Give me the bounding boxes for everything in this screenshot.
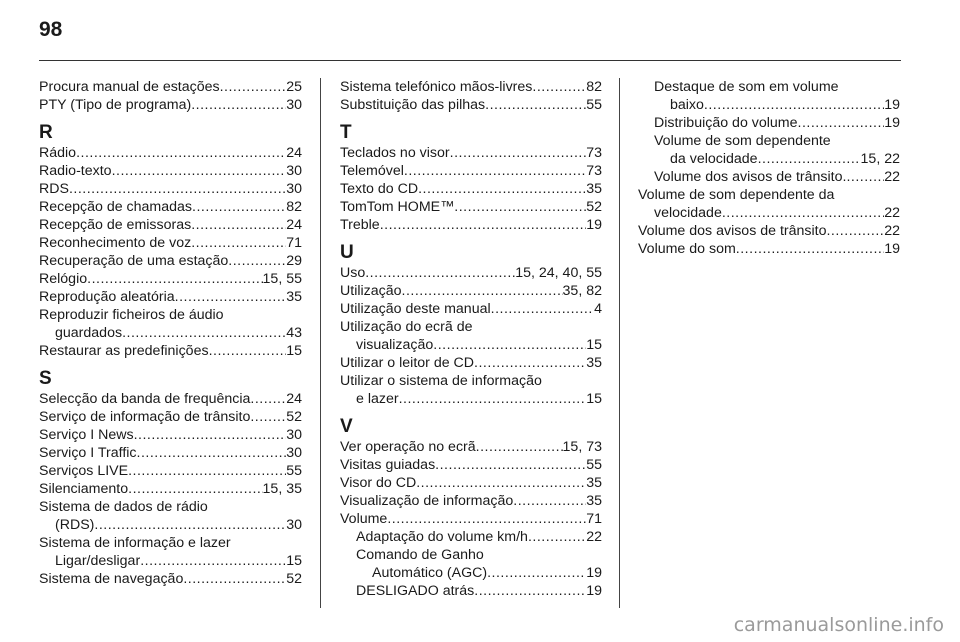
index-entry-label: velocidade (654, 205, 722, 221)
index-entry-label: Serviço de informação de trânsito (39, 409, 251, 425)
dot-leader (418, 180, 586, 198)
index-entry-row (340, 492, 602, 510)
dot-leader (191, 234, 286, 252)
dot-leader (191, 96, 286, 114)
index-entry-row (39, 462, 302, 480)
index-entry (39, 96, 302, 114)
dot-leader (128, 462, 286, 480)
dot-leader (736, 240, 884, 258)
index-entry-first-line: Sistema de dados de rádio (39, 499, 208, 515)
dot-leader (722, 204, 884, 222)
index-page-reference: 35 (586, 355, 602, 371)
index-entry-row (39, 198, 302, 216)
index-entry-row (340, 282, 602, 300)
index-entry (340, 372, 602, 408)
dot-leader (435, 456, 586, 474)
index-page-reference: 22 (884, 169, 900, 185)
index-entry-row (654, 96, 900, 114)
index-page-reference: 19 (586, 583, 602, 599)
index-entry-first-line: Volume de som dependente (654, 133, 831, 149)
dot-leader (122, 324, 286, 342)
index-entry-label: Serviço I Traffic (39, 445, 137, 461)
index-entry-row (39, 288, 302, 306)
index-entry-label: PTY (Tipo de programa) (39, 97, 192, 113)
index-entry-label: Adaptação do volume km/h (356, 529, 528, 545)
index-entry (340, 144, 602, 162)
index-entry (39, 180, 302, 198)
index-entry (340, 438, 602, 456)
index-entry-row (340, 438, 602, 456)
dot-leader (704, 96, 884, 114)
index-entry (340, 300, 602, 318)
index-entry (39, 252, 302, 270)
index-entry (39, 570, 302, 588)
index-section-letter: S (39, 368, 52, 389)
index-entry-row (39, 444, 302, 462)
index-page-reference: 30 (286, 517, 302, 533)
index-page-reference: 22 (586, 529, 602, 545)
index-entry (39, 144, 302, 162)
index-entry-row (340, 474, 602, 492)
dot-leader (399, 390, 587, 408)
index-entry-label: Rádio (39, 145, 77, 161)
index-entry (340, 162, 602, 180)
index-entry-row (39, 390, 302, 408)
index-page-reference: 19 (884, 115, 900, 131)
index-entry-label: Restaurar as predefinições (39, 343, 209, 359)
index-page-reference: 55 (586, 457, 602, 473)
index-entry-label: Texto do CD (340, 181, 419, 197)
index-entry (340, 216, 602, 234)
index-entry-row (340, 162, 602, 180)
index-entry (39, 198, 302, 216)
index-entry-label: da velocidade (670, 151, 758, 167)
index-entry (39, 234, 302, 252)
dot-leader (192, 198, 286, 216)
index-entry (39, 462, 302, 480)
index-entry-row (340, 180, 602, 198)
index-entry-label: Visitas guiadas (340, 457, 436, 473)
index-page-reference: 15, 24, 40, 55 (515, 265, 602, 281)
index-entry (39, 162, 302, 180)
index-page-reference: 35 (586, 181, 602, 197)
index-entry-label: Volume do som (638, 241, 736, 257)
index-section-letter: U (340, 242, 354, 263)
index-page-reference: 24 (286, 145, 302, 161)
index-section-letter: V (340, 416, 353, 437)
dot-leader (228, 252, 286, 270)
index-entry (39, 78, 302, 96)
index-page-reference: 15 (586, 337, 602, 353)
index-entry (39, 408, 302, 426)
index-entry (340, 78, 602, 96)
index-entry-label: Volume (340, 511, 388, 527)
index-entry-first-line: Volume de som dependente da (638, 187, 835, 203)
index-entry-label: Sistema de navegação (39, 571, 184, 587)
index-page-reference: 19 (586, 217, 602, 233)
dot-leader (491, 300, 594, 318)
dot-leader (250, 408, 286, 426)
index-entry (340, 474, 602, 492)
index-entry (39, 288, 302, 306)
index-page-reference: 30 (286, 97, 302, 113)
index-entry-label: Sistema telefónico mãos-livres (340, 79, 533, 95)
dot-leader (175, 288, 287, 306)
index-subentry (638, 114, 900, 132)
dot-leader (183, 570, 286, 588)
index-entry-first-line: Sistema de informação e lazer (39, 535, 231, 551)
index-entry-row (340, 390, 602, 408)
index-entry (340, 264, 602, 282)
index-page-reference: 52 (286, 571, 302, 587)
index-entry-row (340, 198, 602, 216)
index-page-reference: 29 (286, 253, 302, 269)
index-entry (39, 498, 302, 534)
index-entry-row (39, 216, 302, 234)
index-subentry (638, 132, 900, 168)
index-entry-row (638, 222, 900, 240)
dot-leader (846, 168, 884, 186)
index-entry (340, 198, 602, 216)
index-entry-label: Recepção de emissoras (39, 217, 192, 233)
index-entry-row (654, 150, 900, 168)
index-entry-label: Utilização (340, 283, 402, 299)
dot-leader (387, 510, 586, 528)
index-column-1 (39, 78, 302, 588)
index-entry-row (39, 426, 302, 444)
index-page-reference: 22 (884, 223, 900, 239)
index-page-reference: 30 (286, 181, 302, 197)
index-page-reference: 35 (286, 289, 302, 305)
dot-leader (112, 162, 287, 180)
index-entry (340, 510, 602, 528)
index-page-reference: 15 (586, 391, 602, 407)
index-entry-label: Ver operação no ecrã (340, 439, 476, 455)
dot-leader (826, 222, 884, 240)
index-entry-row (356, 564, 602, 582)
index-entry-label: Substituição das pilhas (340, 97, 486, 113)
page-number: 98 (39, 18, 63, 41)
index-page-reference: 15, 35 (262, 481, 302, 497)
index-entry-row (39, 252, 302, 270)
index-entry-label: RDS (39, 181, 69, 197)
index-entry-label: Silenciamento (39, 481, 129, 497)
index-entry-first-line: Reproduzir ficheiros de áudio (39, 307, 224, 323)
index-entry-label: (RDS) (55, 517, 95, 533)
index-page-reference: 43 (286, 325, 302, 341)
index-page-reference: 73 (586, 145, 602, 161)
index-entry (39, 534, 302, 570)
index-subentry (340, 546, 602, 582)
dot-leader (474, 354, 586, 372)
index-page-reference: 15, 22 (860, 151, 900, 167)
index-page-reference: 55 (286, 463, 302, 479)
index-entry-label: Relógio (39, 271, 88, 287)
column-divider (320, 78, 321, 608)
dot-leader (128, 480, 262, 498)
dot-leader (250, 390, 286, 408)
dot-leader (365, 264, 515, 282)
index-entry-row (340, 216, 602, 234)
index-entry-row (340, 144, 602, 162)
index-page-reference: 19 (884, 241, 900, 257)
index-page-reference: 52 (286, 409, 302, 425)
index-entry-label: Recuperação de uma estação (39, 253, 229, 269)
dot-leader (433, 336, 586, 354)
index-page-reference: 71 (286, 235, 302, 251)
index-page-reference: 25 (286, 79, 302, 95)
dot-leader (528, 528, 586, 546)
index-page-reference: 19 (884, 97, 900, 113)
index-entry-row (39, 270, 302, 288)
index-entry-first-line: Utilização do ecrã de (340, 319, 473, 335)
index-entry-label: DESLIGADO atrás (356, 583, 475, 599)
header-rule (39, 60, 901, 61)
index-entry-row (340, 354, 602, 372)
index-entry-label: Procura manual de estações (39, 79, 220, 95)
index-subentry (340, 528, 602, 546)
dot-leader (402, 282, 563, 300)
index-entry-row (39, 408, 302, 426)
index-entry-row (356, 582, 602, 600)
index-entry-label: guardados (55, 325, 123, 341)
index-subentry (638, 78, 900, 114)
index-entry (39, 270, 302, 288)
index-page-reference: 15 (286, 343, 302, 359)
index-entry (340, 456, 602, 474)
index-entry-label: Teclados no visor (340, 145, 450, 161)
dot-leader (404, 162, 586, 180)
index-entry-row (654, 114, 900, 132)
dot-leader (476, 438, 563, 456)
index-page-reference: 4 (594, 301, 602, 317)
index-section-letter: R (39, 122, 53, 143)
dot-leader (380, 216, 587, 234)
dot-leader (94, 516, 286, 534)
index-entry-label: Telemóvel (340, 163, 404, 179)
dot-leader (191, 216, 286, 234)
index-entry-row (39, 516, 302, 534)
column-divider (619, 78, 620, 608)
dot-leader (69, 180, 286, 198)
index-entry (39, 342, 302, 360)
dot-leader (137, 444, 287, 462)
index-entry-label: Serviços LIVE (39, 463, 129, 479)
index-entry-first-line: Destaque de som em volume (654, 79, 839, 95)
index-entry (340, 180, 602, 198)
index-entry-row (39, 324, 302, 342)
index-entry-row (340, 264, 602, 282)
index-page-reference: 30 (286, 427, 302, 443)
index-entry-first-line: Utilizar o sistema de informação (340, 373, 542, 389)
index-entry-label: Volume dos avisos de trânsito (638, 223, 827, 239)
index-section-letter: T (340, 122, 352, 143)
index-entry-row (39, 480, 302, 498)
index-entry-label: Recepção de chamadas (39, 199, 193, 215)
index-entry (340, 282, 602, 300)
dot-leader (209, 342, 287, 360)
index-entry-row (340, 78, 602, 96)
dot-leader (532, 78, 586, 96)
index-entry-row (340, 336, 602, 354)
index-page-reference: 55 (586, 97, 602, 113)
index-entry (39, 390, 302, 408)
index-page-reference: 30 (286, 445, 302, 461)
index-entry-row (39, 552, 302, 570)
index-page-reference: 22 (884, 205, 900, 221)
index-entry (340, 492, 602, 510)
index-entry-row (39, 570, 302, 588)
index-entry-label: Uso (340, 265, 366, 281)
index-entry (39, 444, 302, 462)
dot-leader (140, 552, 286, 570)
index-entry-label: Selecção da banda de frequência (39, 391, 251, 407)
dot-leader (513, 492, 586, 510)
index-entry-row (340, 510, 602, 528)
index-entry-row (39, 96, 302, 114)
index-entry (39, 216, 302, 234)
index-entry (638, 186, 900, 222)
index-entry-label: Visor do CD (340, 475, 417, 491)
index-entry-label: Serviço I News (39, 427, 134, 443)
index-entry-label: Automático (AGC) (372, 565, 488, 581)
index-entry-label: Treble (340, 217, 380, 233)
index-page-reference: 82 (586, 79, 602, 95)
dot-leader (485, 96, 586, 114)
dot-leader (450, 144, 587, 162)
index-page-reference: 52 (586, 199, 602, 215)
index-page-reference: 71 (586, 511, 602, 527)
index-entry-label: e lazer (356, 391, 399, 407)
index-subentry (340, 582, 602, 600)
dot-leader (454, 198, 586, 216)
index-entry (638, 240, 900, 258)
index-entry-label: Volume dos avisos de trânsito. (654, 169, 847, 185)
index-column-3 (638, 78, 900, 258)
index-page-reference: 35 (586, 475, 602, 491)
dot-leader (758, 150, 861, 168)
index-entry-row (654, 168, 900, 186)
dot-leader (76, 144, 286, 162)
index-entry-row (638, 240, 900, 258)
index-page-reference: 24 (286, 391, 302, 407)
index-page-reference: 73 (586, 163, 602, 179)
index-page-reference: 15, 73 (562, 439, 602, 455)
dot-leader (134, 426, 287, 444)
index-entry-row (39, 162, 302, 180)
index-entry (340, 96, 602, 114)
index-entry-row (39, 144, 302, 162)
index-page-reference: 35 (586, 493, 602, 509)
index-page-reference: 30 (286, 163, 302, 179)
index-entry-label: baixo (670, 97, 704, 113)
index-entry-first-line: Comando de Ganho (356, 547, 484, 563)
index-subentry (638, 168, 900, 186)
index-entry-row (39, 180, 302, 198)
dot-leader (487, 564, 586, 582)
index-entry-row (39, 78, 302, 96)
index-entry-row (638, 204, 900, 222)
index-entry-label: Distribuição do volume (654, 115, 798, 131)
index-entry (39, 480, 302, 498)
index-entry (638, 222, 900, 240)
index-entry-label: Reconhecimento de voz (39, 235, 192, 251)
index-page-reference: 19 (586, 565, 602, 581)
index-entry (39, 426, 302, 444)
index-entry-label: TomTom HOME™ (340, 199, 455, 215)
index-entry-label: Ligar/desligar (55, 553, 141, 569)
dot-leader (416, 474, 586, 492)
index-entry-label: Utilizar o leitor de CD (340, 355, 475, 371)
watermark: carmanualsonline.info (733, 614, 944, 636)
dot-leader (474, 582, 586, 600)
index-entry-row (340, 300, 602, 318)
index-entry-label: Visualização de informação (340, 493, 514, 509)
dot-leader (87, 270, 262, 288)
index-entry-label: Reprodução aleatória (39, 289, 175, 305)
index-page-reference: 35, 82 (562, 283, 602, 299)
index-entry (340, 354, 602, 372)
index-entry (340, 318, 602, 354)
index-entry-row (340, 96, 602, 114)
index-entry-row (356, 528, 602, 546)
index-page-reference: 82 (286, 199, 302, 215)
index-entry (39, 306, 302, 342)
index-entry-label: visualização (356, 337, 434, 353)
index-page-reference: 24 (286, 217, 302, 233)
index-entry-row (340, 456, 602, 474)
index-page-reference: 15, 55 (262, 271, 302, 287)
index-entry-row (39, 342, 302, 360)
index-entry-row (39, 234, 302, 252)
index-page-reference: 15 (286, 553, 302, 569)
index-entry-label: Utilização deste manual (340, 301, 491, 317)
dot-leader (798, 114, 885, 132)
index-column-2 (340, 78, 602, 600)
index-entry-label: Radio-texto (39, 163, 112, 179)
dot-leader (220, 78, 287, 96)
